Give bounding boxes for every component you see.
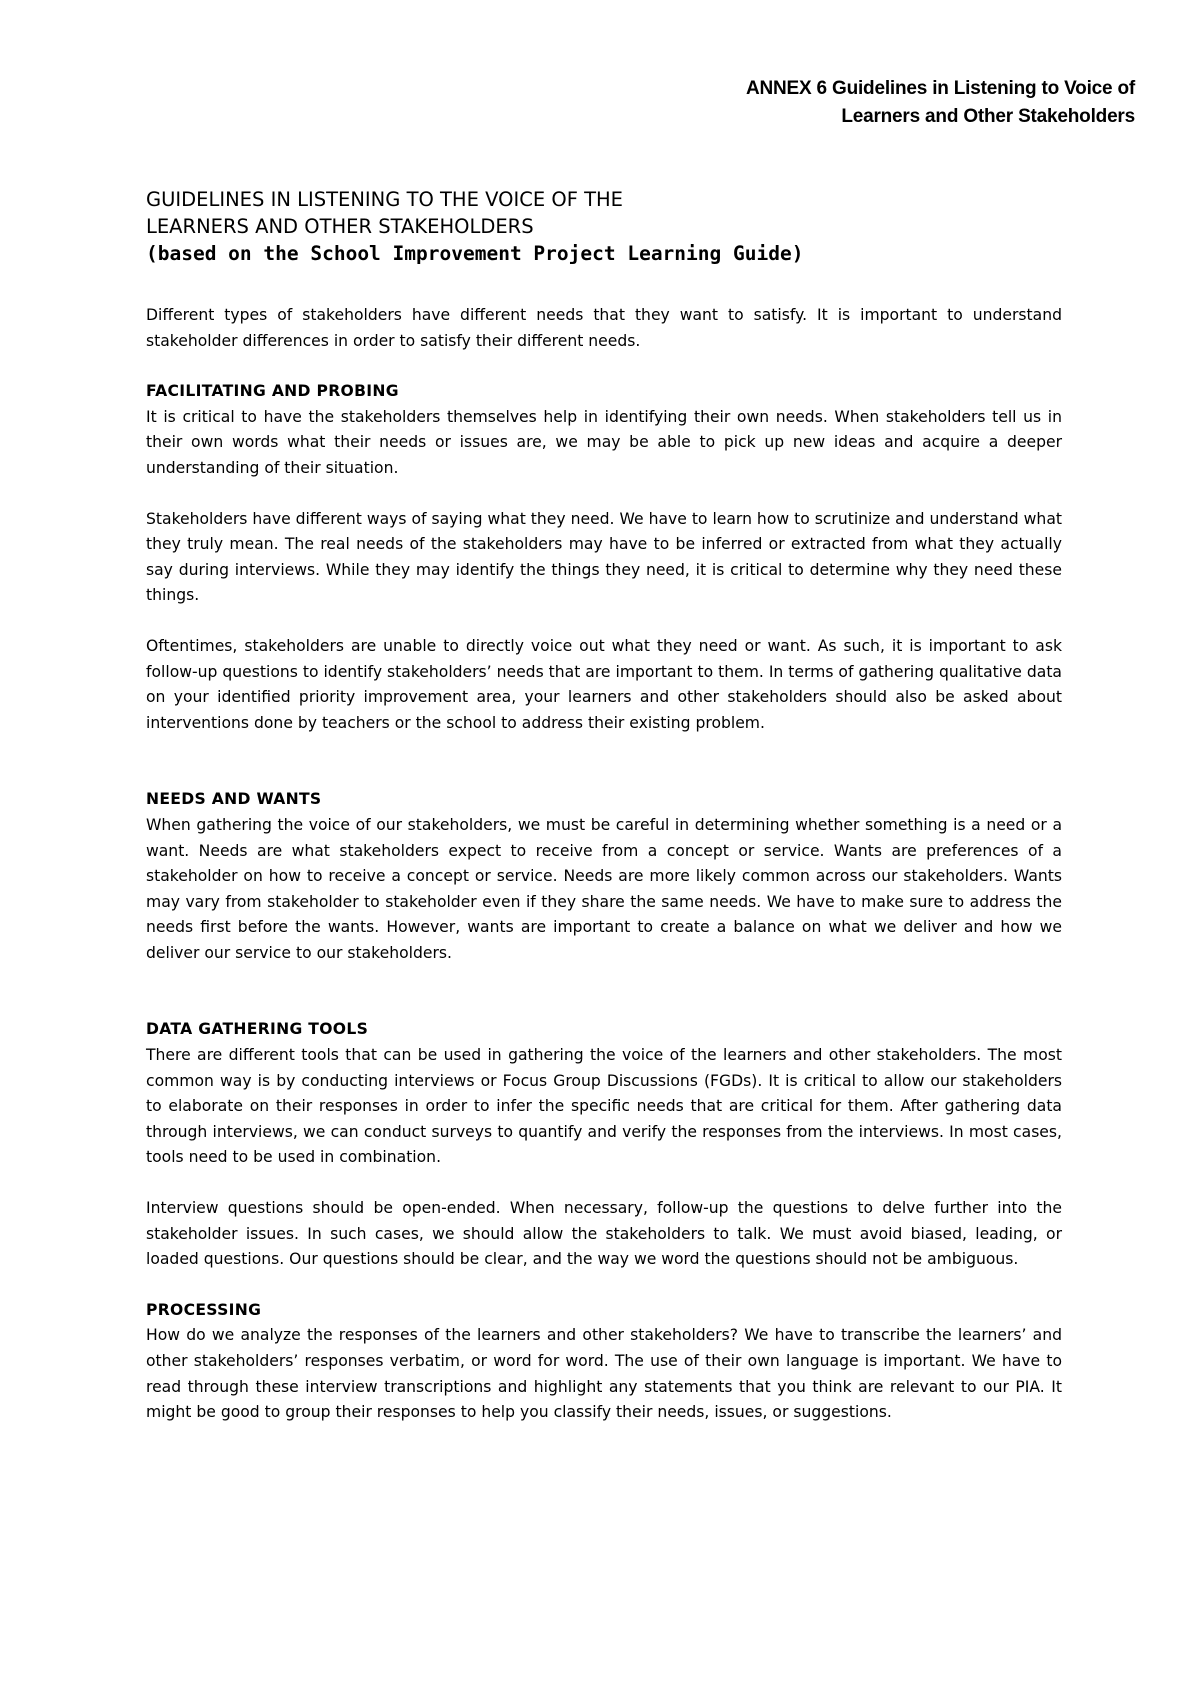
- section-heading-facilitating: FACILITATING AND PROBING: [146, 382, 399, 401]
- annex-header: [746, 75, 1135, 131]
- annex-header-line1: ANNEX 6 Guidelines in Listening to Voice of: [745, 78, 1135, 99]
- document-body: [146, 186, 1062, 1451]
- intro-paragraph: Different types of stakeholders have different needs that they want to satisfy. It is important to understand stakeholder differences in order to satisfy their different needs.: [146, 306, 1062, 350]
- section-heading-tools: DATA GATHERING TOOLS: [146, 1020, 369, 1039]
- section-heading-processing: PROCESSING: [146, 1300, 262, 1319]
- facilitating-paragraph-2: Stakeholders have different ways of saying what they need. We have to learn how to scrutinize and understand what they truly mean. The real needs of the stakeholders may have to be inferred or extracted from what they actually say during interviews. While they may identify the things they need, it is critical to determine why they need these things.: [146, 509, 1062, 605]
- title-line-2: LEARNERS AND OTHER STAKEHOLDERS: [146, 215, 534, 238]
- facilitating-paragraph-3: Oftentimes, stakeholders are unable to directly voice out what they need or want. As such, it is important to ask follow-up questions to identify stakeholders’ needs that are important to them. In terms of gathering qualitative data on your identified priority improvement area, your learners and other stakeholders should also be asked about interventions done by teachers or the school to address their existing problem.: [146, 636, 1062, 732]
- tools-paragraph-1: There are different tools that can be used in gathering the voice of the learners and other stakeholders. The most common way is by conducting interviews or Focus Group Discussions (FGDs). It is critical to allow our stakeholders to elaborate on their responses in order to infer the specific needs that are critical for them. After gathering data through interviews, we can conduct surveys to quantify and verify the responses from the interviews. In most cases, tools need to be used in combination.: [146, 1046, 1062, 1167]
- document-title: [146, 186, 1062, 267]
- title-subtitle: (based on the School Improvement Project Learning Guide): [146, 242, 804, 265]
- annex-header-line2: Learners and Other Stakeholders: [841, 106, 1135, 127]
- needs-paragraph-1: When gathering the voice of our stakeholders, we must be careful in determining whether something is a need or a want. Needs are what stakeholders expect to receive from a concept or service. Wants are preferences of a stakeholder on how to receive a concept or service. Needs are more likely common across our stakeholders. Wants may vary from stakeholder to stakeholder even if they share the same needs. We have to make sure to address the needs first before the wants. However, wants are important to create a balance on what we deliver and how we deliver our service to our stakeholders.: [146, 815, 1062, 962]
- processing-paragraph-1: How do we analyze the responses of the learners and other stakeholders? We have to transcribe the learners’ and other stakeholders’ responses verbatim, or word for word. The use of their own language is important. We have to read through these interview transcriptions and highlight any statements that you think are relevant to our PIA. It might be good to group their responses to help you classify their needs, issues, or suggestions.: [146, 1326, 1062, 1422]
- section-heading-needs: NEEDS AND WANTS: [146, 790, 322, 809]
- tools-paragraph-2: Interview questions should be open-ended. When necessary, follow-up the questions to delve further into the stakeholder issues. In such cases, we should allow the stakeholders to talk. We must avoid biased, leading, or loaded questions. Our questions should be clear, and the way we word the questions should not be ambiguous.: [146, 1199, 1062, 1269]
- facilitating-paragraph-1: It is critical to have the stakeholders themselves help in identifying their own needs. When stakeholders tell us in their own words what their needs or issues are, we may be able to pick up new ideas and acquire a deeper understanding of their situation.: [146, 407, 1062, 477]
- title-line-1: GUIDELINES IN LISTENING TO THE VOICE OF THE: [146, 188, 624, 211]
